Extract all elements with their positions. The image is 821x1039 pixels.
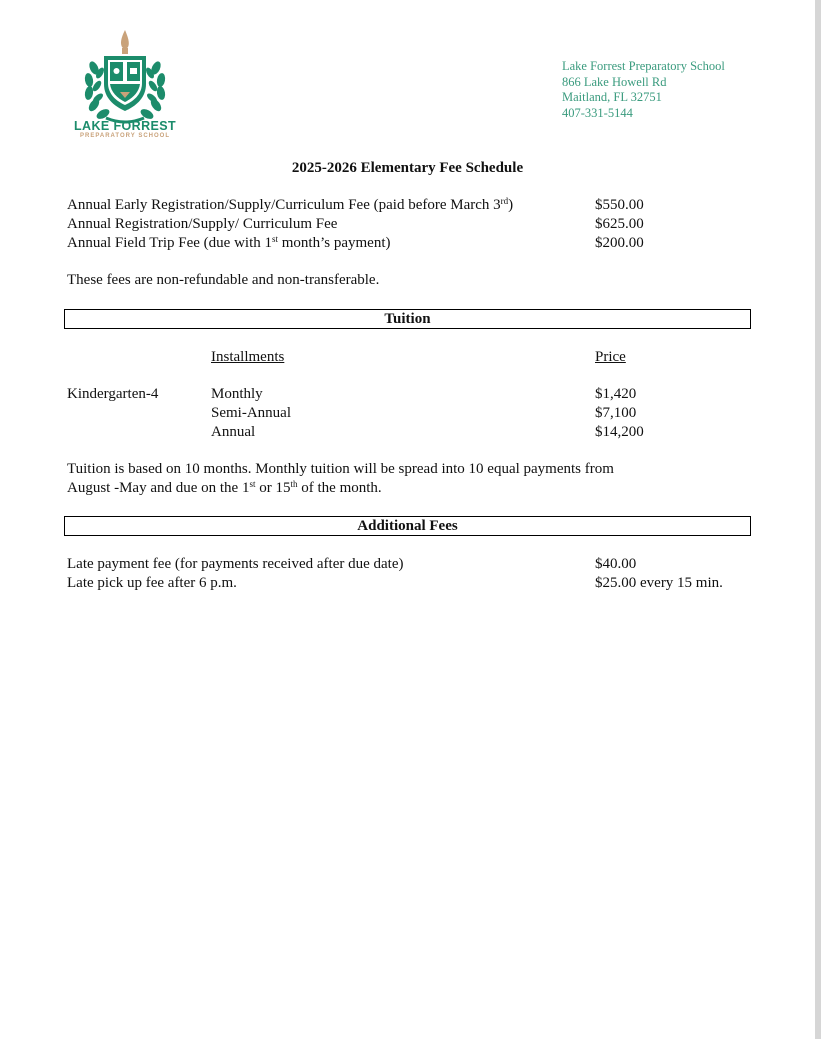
installment-option: Semi-Annual — [211, 405, 291, 421]
additional-fees-section-header: Additional Fees — [64, 516, 751, 536]
additional-fee-label: Late pick up fee after 6 p.m. — [67, 575, 237, 591]
tuition-note-line: August -May and due on the 1st or 15th of the month. — [67, 479, 382, 496]
installment-option: Monthly — [211, 386, 263, 402]
installment-price: $14,200 — [595, 424, 644, 440]
tuition-section-header: Tuition — [64, 309, 751, 329]
school-address — [562, 59, 725, 121]
additional-fee-price: $40.00 — [595, 556, 637, 572]
logo-school-subtitle: PREPARATORY SCHOOL — [79, 133, 170, 139]
installment-option: Annual — [211, 424, 256, 440]
installments-column-header: Installments — [211, 349, 285, 365]
additional-fee-label: Late payment fee (for payments received after due date) — [67, 556, 404, 572]
tuition-note-line: Tuition is based on 10 months. Monthly tuition will be spread into 10 equal payments from — [67, 461, 614, 477]
fee-price: $625.00 — [595, 216, 644, 232]
installment-price: $7,100 — [595, 405, 637, 421]
fee-label: Annual Registration/Supply/ Curriculum Fee — [67, 216, 338, 232]
address-line: 866 Lake Howell Rd — [562, 74, 667, 89]
address-line: 407-331-5144 — [562, 105, 633, 120]
address-line: Lake Forrest Preparatory School — [562, 59, 725, 73]
page-edge-scrollbar — [815, 0, 821, 1039]
page-title: 2025-2026 Elementary Fee Schedule — [291, 160, 524, 176]
fee-price: $200.00 — [595, 235, 644, 251]
installment-price: $1,420 — [595, 386, 637, 402]
additional-fee-price: $25.00 every 15 min. — [595, 575, 723, 591]
address-line: Maitland, FL 32751 — [562, 90, 662, 104]
fee-price: $550.00 — [595, 197, 644, 213]
grade-label: Kindergarten-4 — [67, 386, 159, 402]
fee-label: Annual Early Registration/Supply/Curriculum Fee (paid before March 3rd) — [67, 196, 514, 213]
fee-label: Annual Field Trip Fee (due with 1st month’s payment) — [67, 234, 391, 251]
price-column-header: Price — [595, 349, 626, 365]
fees-note: These fees are non-refundable and non-transferable. — [67, 272, 380, 288]
logo-school-name: LAKE FORREST — [73, 119, 177, 133]
